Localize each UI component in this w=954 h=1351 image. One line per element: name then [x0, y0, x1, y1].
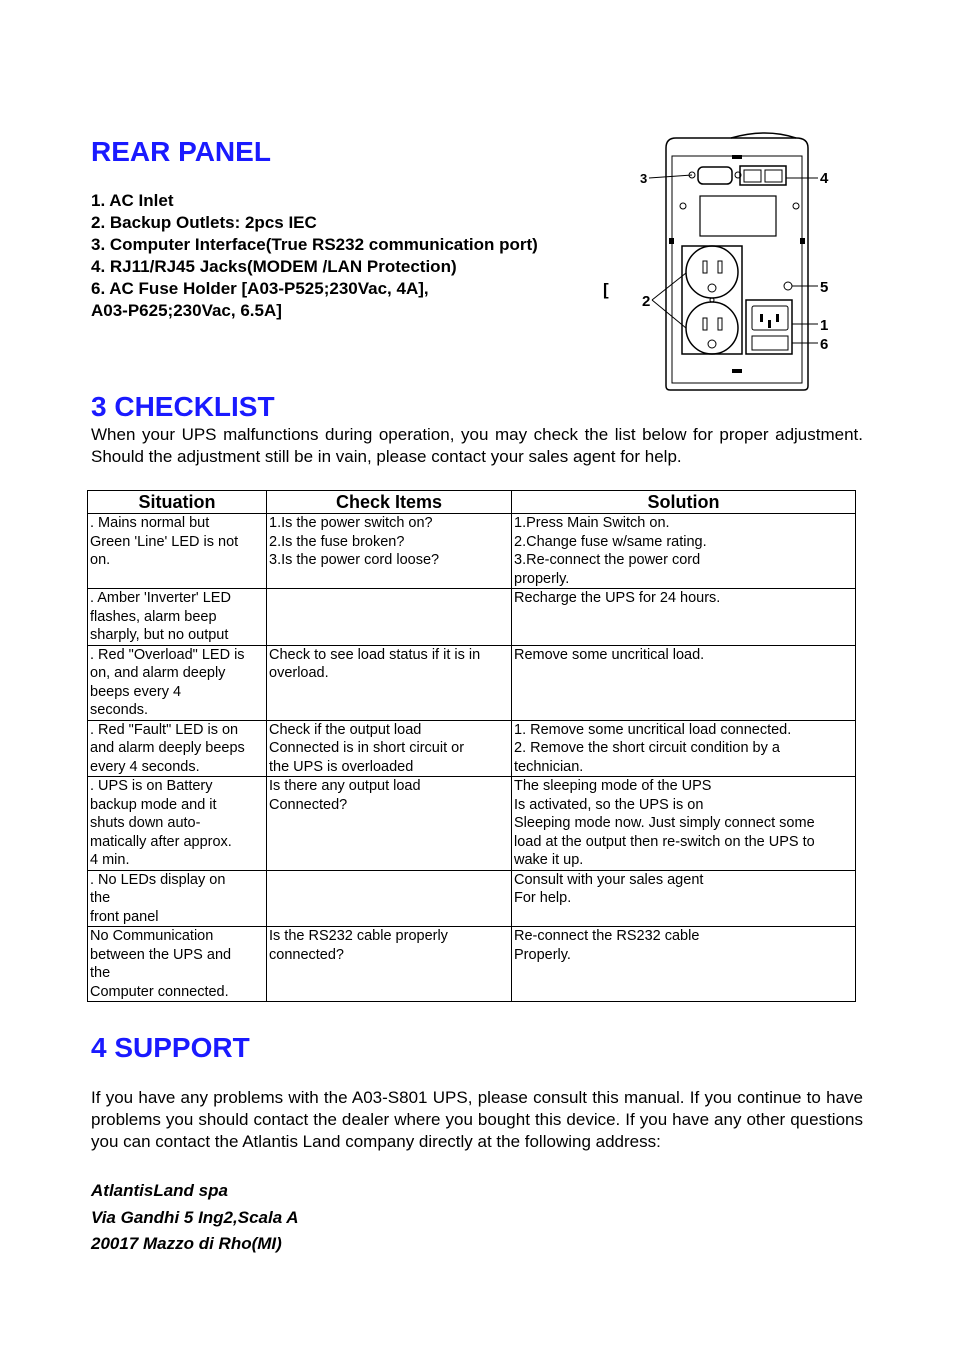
table-row: [88, 870, 856, 927]
cell-solution: 1.Press Main Switch on. 2.Change fuse w/same rating. 3.Re-connect the power cord properly.: [512, 514, 856, 589]
label-1: 1: [820, 317, 829, 334]
label-6: 6: [820, 336, 829, 353]
list-item: 3. Computer Interface(True RS232 communication port): [91, 235, 538, 254]
rj45-jacks-icon: [740, 166, 786, 185]
rs232-port-icon: [689, 167, 741, 184]
cell-solution: Consult with your sales agent For help.: [512, 870, 856, 927]
checklist-title: 3 CHECKLIST: [91, 391, 275, 422]
cell-situation: . No LEDs display on the front panel: [88, 870, 267, 927]
rear-panel-list: [91, 190, 621, 322]
cell-check: Is there any output load Connected?: [267, 777, 512, 871]
cell-solution: The sleeping mode of the UPS Is activated, so the UPS is on Sleeping mode now. Just simply connect some load at the output then re-switch on the UPS to wake it up.: [512, 777, 856, 871]
cell-solution: Recharge the UPS for 24 hours.: [512, 589, 856, 646]
cell-solution: 1. Remove some uncritical load connected. 2. Remove the short circuit condition by a technician.: [512, 720, 856, 777]
header-solution: Solution: [512, 491, 856, 514]
table-row: [88, 645, 856, 720]
checklist-table: [87, 490, 856, 1002]
cell-check: Check to see load status if it is in overload.: [267, 645, 512, 720]
label-2: 2: [642, 293, 651, 310]
list-item: 4. RJ11/RJ45 Jacks(MODEM /LAN Protection): [91, 257, 457, 276]
label-5: 5: [820, 279, 829, 296]
list-item: 1. AC Inlet: [91, 191, 174, 210]
address-line-company: AtlantisLand spa: [91, 1181, 228, 1200]
support-title: 4 SUPPORT: [91, 1032, 250, 1063]
cell-check: [267, 589, 512, 646]
cell-check: Is the RS232 cable properly connected?: [267, 927, 512, 1002]
table-row: [88, 589, 856, 646]
cell-situation: . Amber 'Inverter' LED flashes, alarm beep sharply, but no output: [88, 589, 267, 646]
label-4: 4: [820, 170, 829, 187]
address-line-city: 20017 Mazzo di Rho(MI): [91, 1234, 282, 1253]
cell-situation: No Communication between the UPS and the Computer connected.: [88, 927, 267, 1002]
rear-panel-title: REAR PANEL: [91, 136, 271, 167]
cell-solution: Re-connect the RS232 cable Properly.: [512, 927, 856, 1002]
ac-inlet-icon: [746, 300, 792, 354]
table-row: [88, 514, 856, 589]
header-check-items: Check Items: [267, 491, 512, 514]
backup-outlets-icon: [682, 246, 742, 354]
address-line-street: Via Gandhi 5 Ing2,Scala A: [91, 1208, 299, 1227]
table-row: [88, 720, 856, 777]
list-item: A03-P625;230Vac, 6.5A]: [91, 301, 282, 320]
table-row: [88, 777, 856, 871]
list-item: 6. AC Fuse Holder [A03-P525;230Vac, 4A],: [91, 279, 429, 298]
bracket-mark: [: [603, 280, 609, 299]
header-situation: Situation: [88, 491, 267, 514]
cell-situation: . Red "Fault" LED is on and alarm deeply beeps every 4 seconds.: [88, 720, 267, 777]
cell-situation: . Red "Overload" LED is on, and alarm deeply beeps every 4 seconds.: [88, 645, 267, 720]
ups-rear-panel-diagram: [636, 128, 836, 393]
support-text: If you have any problems with the A03-S801 UPS, please consult this manual. If you continue to have problems you should contact the dealer where you bought this device. If you have any other questions you can contact the Atlantis Land company directly at the following address:: [91, 1088, 863, 1151]
table-header-row: [88, 491, 856, 514]
cell-check: Check if the output load Connected is in short circuit or the UPS is overloaded: [267, 720, 512, 777]
cell-situation: . UPS is on Battery backup mode and it shuts down auto- matically after approx. 4 min.: [88, 777, 267, 871]
label-3: 3: [640, 171, 648, 186]
cell-solution: Remove some uncritical load.: [512, 645, 856, 720]
cell-check: [267, 870, 512, 927]
table-row: [88, 927, 856, 1002]
cell-situation: . Mains normal but Green 'Line' LED is not on.: [88, 514, 267, 589]
cell-check: 1.Is the power switch on? 2.Is the fuse broken? 3.Is the power cord loose?: [267, 514, 512, 589]
checklist-intro: When your UPS malfunctions during operation, you may check the list below for proper adjustment. Should the adjustment still be in vain, please contact your sales agent for help.: [91, 425, 863, 466]
list-item: 2. Backup Outlets: 2pcs IEC: [91, 213, 317, 232]
